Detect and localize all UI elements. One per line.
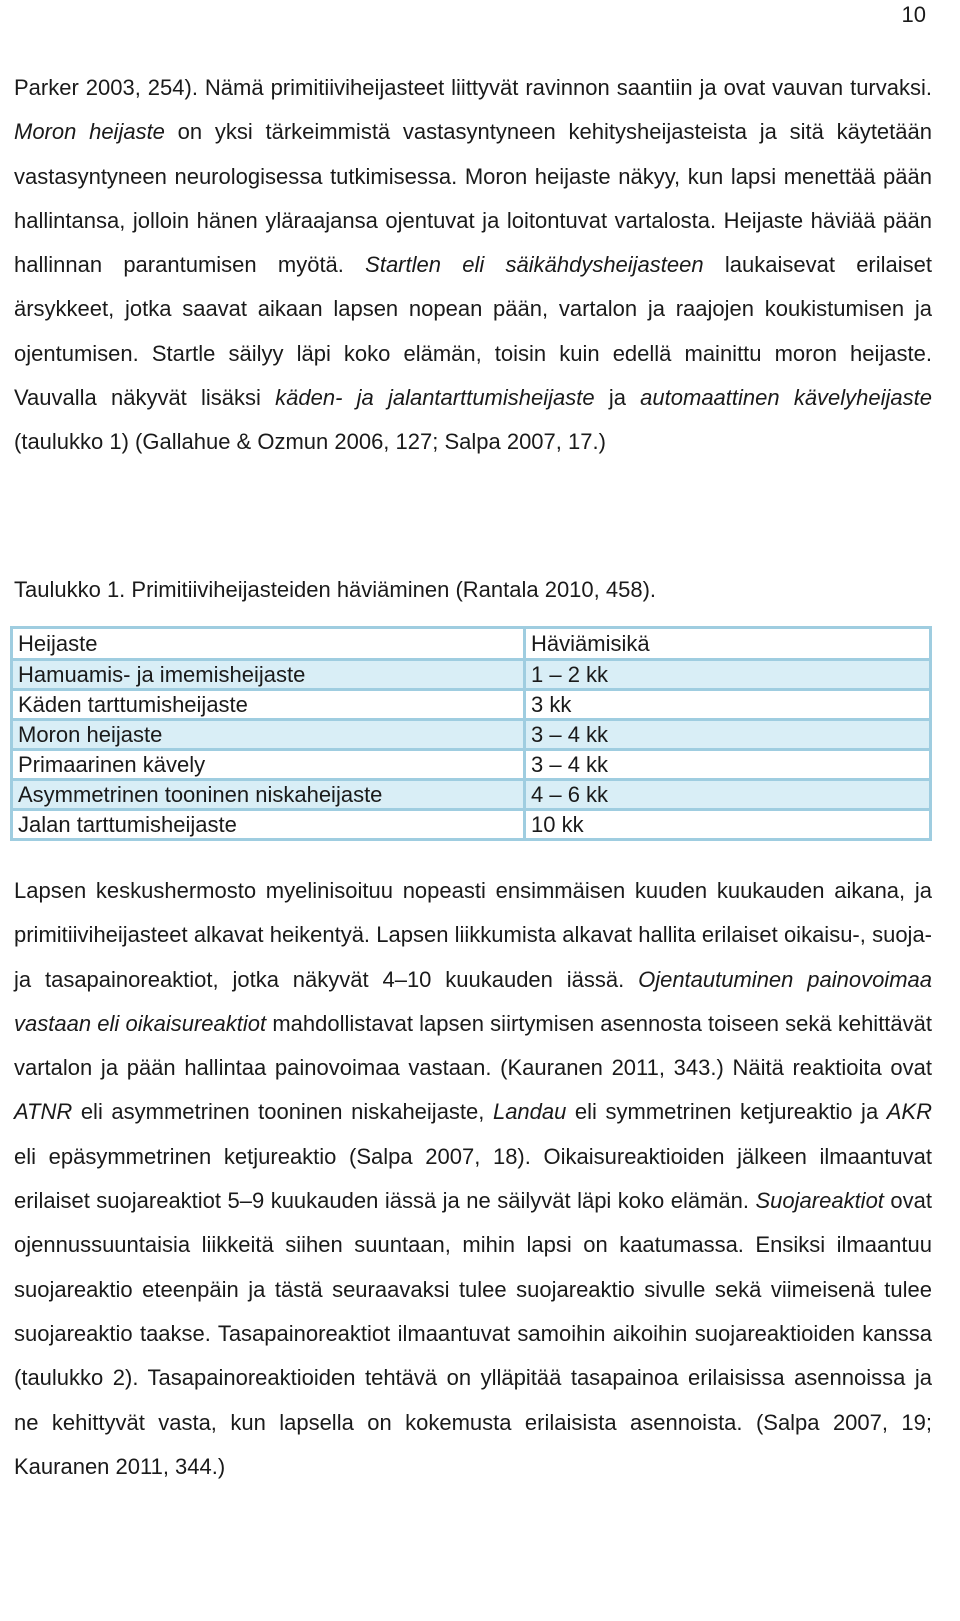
- reflex-cell: Moron heijaste: [12, 720, 525, 750]
- italic-term: Startlen eli säikähdysheijasteen: [365, 252, 704, 278]
- reflex-cell: Asymmetrinen tooninen niskaheijaste: [12, 780, 525, 810]
- header-cell-age: Häviämisikä: [525, 628, 931, 660]
- age-cell: 10 kk: [525, 810, 931, 840]
- text-segment: laukaisevat erilaiset ärsykkeet, jotka saavat aikaan lapsen nopean pään, vartalon ja raajojen koukistumisen ja ojentumisen. Startle säilyy läpi koko elämän, toisin kuin edellä mainittu moron heijaste. Vauvalla näkyvät lisäksi: [14, 252, 932, 411]
- italic-term: automaattinen kävelyheijaste: [640, 385, 933, 411]
- text-segment: (taulukko 1) (Gallahue & Ozmun 2006, 127; Salpa 2007, 17.): [14, 429, 606, 455]
- italic-term: käden- ja jalantarttumisheijaste: [275, 385, 595, 411]
- reflex-table: [10, 626, 932, 841]
- reflex-cell: Käden tarttumisheijaste: [12, 690, 525, 720]
- table-row: [12, 660, 931, 690]
- table-caption: Taulukko 1. Primitiiviheijasteiden häviäminen (Rantala 2010, 458).: [14, 577, 657, 602]
- paragraph-postural-reactions: [14, 869, 932, 1489]
- italic-term: Suojareaktiot: [755, 1188, 884, 1214]
- text-segment: mahdollistavat lapsen siirtymisen asennosta toiseen sekä kehittävät vartalon ja pään hallintaa painovoimaa vastaan. (Kauranen 2011, 343.) Näitä reaktioita ovat: [14, 1010, 932, 1081]
- text-segment: Lapsen keskushermosto myelinisoituu nopeasti ensimmäisen kuuden kuukauden aikana, ja primitiiviheijasteet alkavat heikentyä. Lapsen liikkumista alkavat hallita erilaiset oikaisu-, suoja- ja tasapainoreaktiot, jotka näkyvät 4–10 kuukauden iässä.: [14, 878, 932, 992]
- text-segment: on yksi tärkeimmistä vastasyntyneen kehitysheijasteista ja sitä käytetään vastasyntyneen neurologisessa tutkimisessa. Moron heijaste näkyy, kun lapsi menettää pään hallintansa, jolloin hänen yläraajansa ojentuvat ja loitontuvat vartalosta. Heijaste häviää pään hallinnan parantumisen myötä.: [14, 119, 932, 278]
- text-segment: eli asymmetrinen tooninen niskaheijaste,: [72, 1099, 493, 1125]
- paragraph-primitive-reflexes: [14, 66, 932, 465]
- age-cell: 4 – 6 kk: [525, 780, 931, 810]
- age-cell: 3 – 4 kk: [525, 750, 931, 780]
- age-cell: 3 kk: [525, 690, 931, 720]
- table-row: [12, 780, 931, 810]
- table-row: [12, 810, 931, 840]
- age-cell: 3 – 4 kk: [525, 720, 931, 750]
- table-header-row: [12, 628, 931, 660]
- page-number: 10: [901, 2, 926, 27]
- text-segment: eli epäsymmetrinen ketjureaktio (Salpa 2007, 18). Oikaisureaktioiden jälkeen ilmaantuvat erilaiset suojareaktiot 5–9 kuukauden iässä ja ne säilyvät läpi koko elämän.: [14, 1143, 932, 1214]
- header-cell-reflex: Heijaste: [12, 628, 525, 660]
- table-row: [12, 690, 931, 720]
- age-cell: 1 – 2 kk: [525, 660, 931, 690]
- table-row: [12, 750, 931, 780]
- text-segment: ovat ojennussuuntaisia liikkeitä siihen suuntaan, mihin lapsi on kaatumassa. Ensiksi ilmaantuu suojareaktio eteenpäin ja tästä seuraavaksi tulee suojareaktio sivulle sekä viimeisenä tulee suojareaktio taakse. Tasapainoreaktiot ilmaantuvat samoihin aikoihin suojareaktioiden kanssa (taulukko 2). Tasapainoreaktioiden tehtävä on ylläpitää tasapainoa erilaisissa asennoissa ja ne kehittyvät vasta, kun lapsella on kokemusta erilaisista asennoista. (Salpa 2007, 19; Kauranen 2011, 344.): [14, 1188, 932, 1479]
- italic-term: Landau: [492, 1099, 567, 1125]
- reflex-cell: Jalan tarttumisheijaste: [12, 810, 525, 840]
- text-segment: ja: [594, 385, 641, 411]
- text-segment: Parker 2003, 254). Nämä primitiiviheijasteet liittyvät ravinnon saantiin ja ovat vauvan turvaksi.: [14, 75, 932, 100]
- italic-term: Ojentautuminen painovoimaa vastaan eli oikaisureaktiot: [14, 966, 932, 1036]
- italic-term: AKR: [886, 1099, 932, 1125]
- reflex-cell: Primaarinen kävely: [12, 750, 525, 780]
- italic-term: ATNR: [14, 1099, 73, 1125]
- reflex-cell: Hamuamis- ja imemisheijaste: [12, 660, 525, 690]
- table-row: [12, 720, 931, 750]
- italic-term: Moron heijaste: [14, 119, 165, 145]
- text-segment: eli symmetrinen ketjureaktio ja: [566, 1099, 887, 1125]
